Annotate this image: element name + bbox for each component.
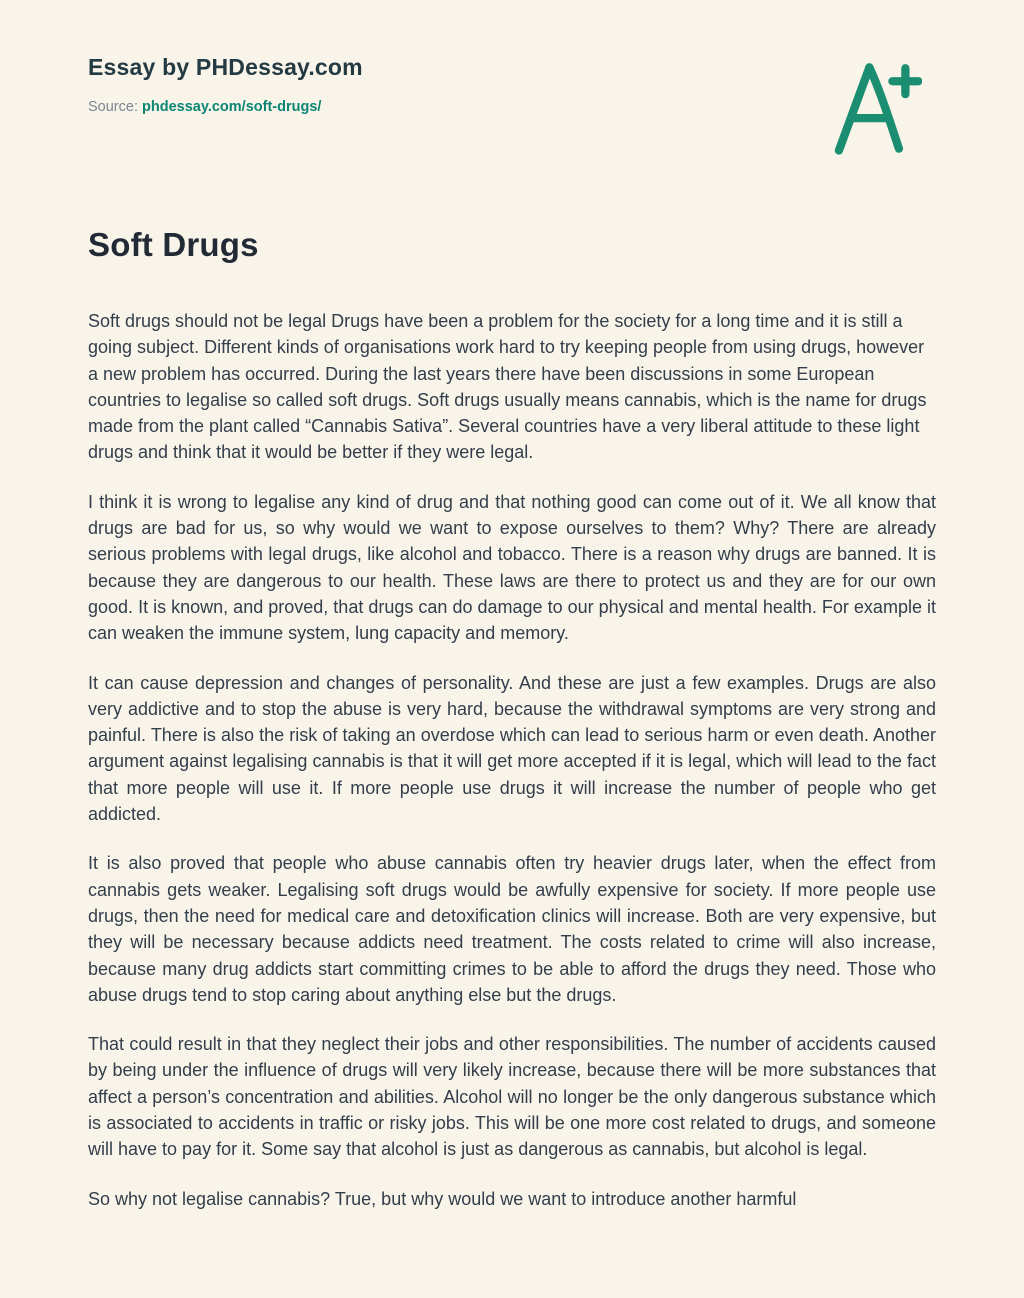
essay-body bbox=[88, 308, 936, 1212]
byline: Essay by PHDessay.com bbox=[88, 54, 363, 80]
essay-paragraph-6: So why not legalise cannabis? True, but why would we want to introduce another harmful bbox=[88, 1188, 797, 1209]
essay-paragraph-5: That could result in that they neglect their jobs and other responsibilities. The number of accidents caused by being under the influence of drugs will very likely increase, because there will be more substances that affect a person’s concentration and abilities. Alcohol will no longer be the only dangerous substance which is associated to accidents in traffic or risky jobs. This will be one more cost related to drugs, and someone will have to pay for it. Some say that alcohol is just as dangerous as cannabis, but alcohol is legal. bbox=[88, 1034, 936, 1160]
header-text bbox=[88, 44, 363, 115]
essay-paragraph-1: Soft drugs should not be legal Drugs have been a problem for the society for a long time and it is still a going subject. Different kinds of organisations work hard to try keeping people from using drugs, however a new problem has occurred. During the last years there have been discussions in some European countries to legalise so called soft drugs. Soft drugs usually means cannabis, which is the name for drugs made from the plant called “Cannabis Sativa”. Several countries have a very liberal attitude to these light drugs and think that it would be better if they were legal. bbox=[88, 311, 927, 463]
source-line bbox=[88, 99, 363, 115]
essay-title: Soft Drugs bbox=[88, 226, 259, 263]
phdessay-a-plus-logo[interactable] bbox=[826, 56, 922, 160]
essay-paragraph-2: I think it is wrong to legalise any kind of drug and that nothing good can come out of it. We all know that drugs are bad for us, so why would we want to expose ourselves to them? Why? There are already serious problems with legal drugs, like alcohol and tobacco. There is a reason why drugs are banned. It is because they are dangerous to our health. These laws are there to protect us and they are for our own good. It is known, and proved, that drugs can do damage to our physical and mental health. For example it can weaken the immune system, lung capacity and memory. bbox=[88, 491, 936, 644]
source-link[interactable]: phdessay.com/soft-drugs/ bbox=[142, 99, 322, 115]
a-plus-icon bbox=[826, 56, 922, 160]
essay-paragraph-4: It is also proved that people who abuse cannabis often try heavier drugs later, when the effect from cannabis gets weaker. Legalising soft drugs would be awfully expensive for society. If more people use drugs, then the need for medical care and detoxification clinics will increase. Both are very expensive, but they will be necessary because addicts need treatment. The costs related to crime will also increase, because many drug addicts start committing crimes to be able to afford the drugs they need. Those who abuse drugs tend to stop caring about anything else but the drugs. bbox=[88, 853, 936, 1005]
essay-paragraph-3: It can cause depression and changes of personality. And these are just a few examples. Drugs are also very addictive and to stop the abuse is very hard, because the withdrawal symptoms are very strong and painful. There is also the risk of taking an overdose which can lead to serious harm or even death. Another argument against legalising cannabis is that it will get more accepted if it is legal, which will lead to the fact that more people will use it. If more people use drugs it will increase the number of people who get addicted. bbox=[88, 672, 936, 825]
page-header bbox=[88, 44, 936, 160]
source-label: Source: bbox=[88, 99, 138, 115]
